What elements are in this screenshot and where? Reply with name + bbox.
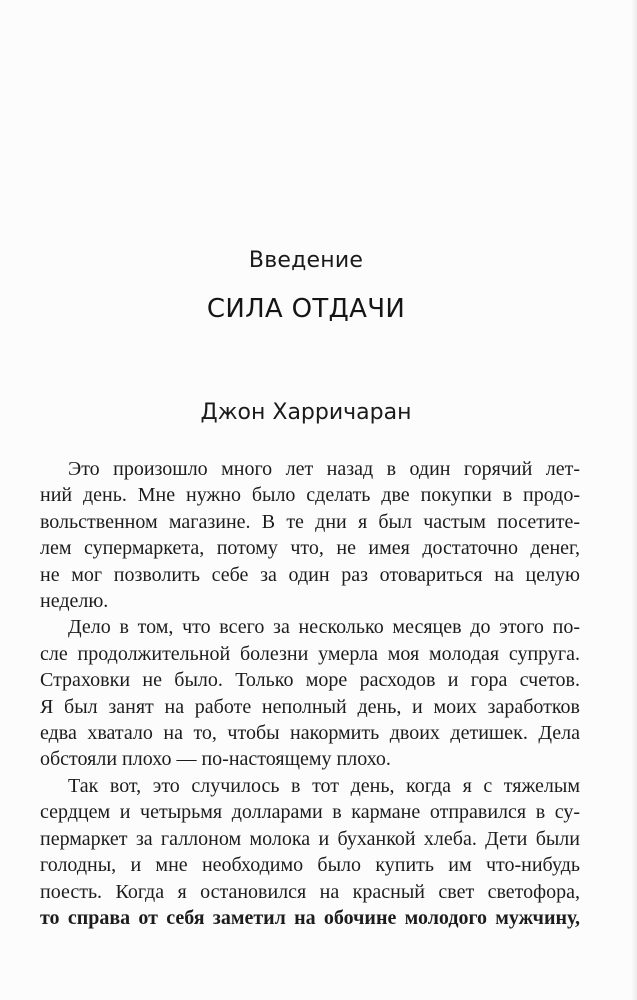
text-line: едва хватало на то, чтобы накормить двоих детишек. Дела xyxy=(40,722,580,745)
text-line: голодны, и мне необходимо было купить им что-нибудь xyxy=(40,854,580,877)
chapter-title: СИЛА ОТДАЧИ xyxy=(206,294,406,324)
text-line: ний день. Мне нужно было сделать две покупки в продо- xyxy=(40,484,580,507)
text-line: Так вот, это случилось в тот день, когда я с тяжелым xyxy=(68,774,580,797)
text-line: неделю. xyxy=(40,590,109,613)
text-line: Это произошло много лет назад в один горячий лет- xyxy=(68,458,580,480)
section-label: Введение xyxy=(248,248,364,273)
text-line: лем супермаркета, потому что, не имея достаточно денег, xyxy=(40,537,580,560)
text-line: вольственном магазине. В те дни я был частым посетите- xyxy=(40,510,580,533)
text-line: обстояли плохо — по-настоящему плохо. xyxy=(40,748,391,771)
text-line: то справа от себя заметил на обочине молодого мужчину, xyxy=(40,906,580,929)
text-line: не мог позволить себе за один раз отовариться на целую xyxy=(40,563,580,586)
text-line: пермаркет за галлоном молока и буханкой хлеба. Дети были xyxy=(40,827,580,850)
text-line: сле продолжительной болезни умерла моя молодая супруга. xyxy=(40,642,580,665)
text-line: Я был занят на работе неполный день, и моих заработков xyxy=(40,695,580,718)
text-line: Страховки не было. Только море расходов и гора счетов. xyxy=(40,669,580,692)
text-line: поесть. Когда я остановился на красный свет светофора, xyxy=(40,880,580,903)
page-edge-shadow xyxy=(631,0,637,1000)
paragraph xyxy=(40,456,580,614)
text-line: Дело в том, что всего за несколько месяцев до этого по- xyxy=(68,616,580,639)
author-name: Джон Харричаран xyxy=(200,400,412,425)
text-line: сердцем и четырьмя долларами в кармане отправился в су- xyxy=(40,801,580,824)
body-text xyxy=(40,456,580,931)
paragraph xyxy=(40,773,580,931)
paragraph xyxy=(40,614,580,772)
